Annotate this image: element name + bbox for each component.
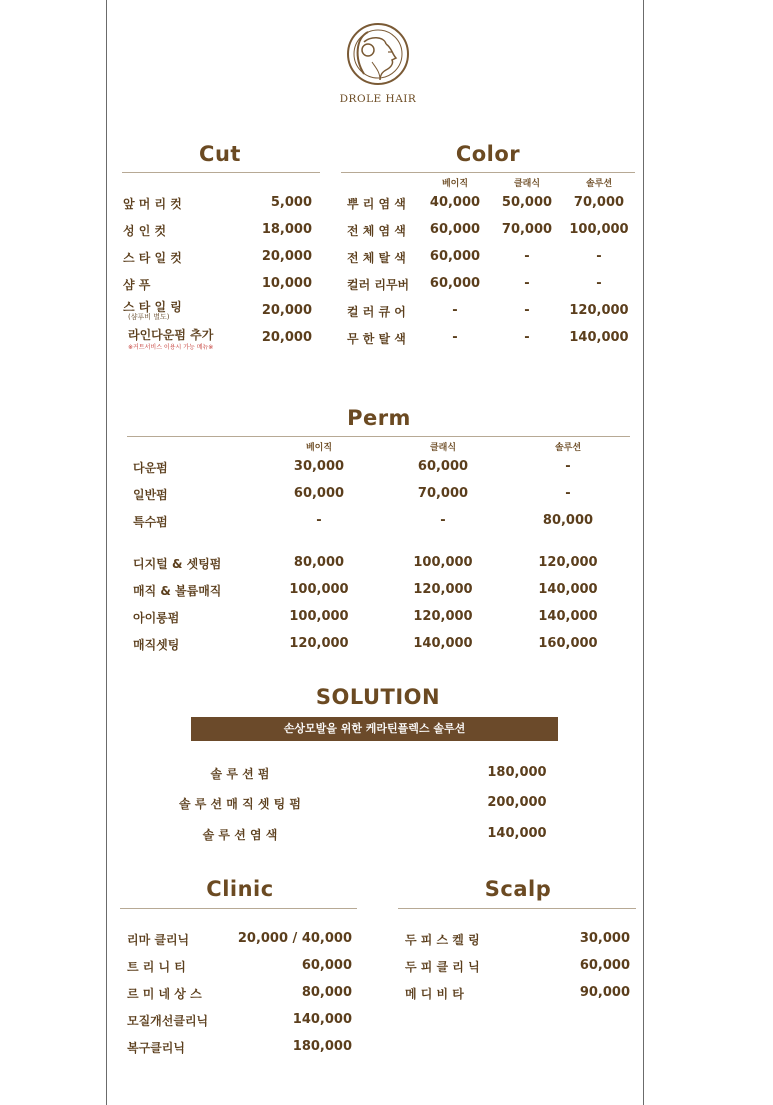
item-sub-note: (샴푸비 별도)	[128, 313, 170, 321]
clinic-divider	[120, 908, 357, 909]
item-price: 20,000	[261, 249, 312, 264]
value-solution: 80,000	[542, 513, 594, 528]
item-price: 20,000	[261, 303, 312, 318]
value-basic: 60,000	[429, 249, 481, 264]
row-label: 아이롱펌	[133, 611, 180, 625]
value-solution: 140,000	[538, 582, 598, 597]
row-label: 컬 러 큐 어	[347, 305, 406, 319]
perm-header-solution: 솔루션	[554, 443, 582, 453]
item-label: 메 디 비 타	[405, 987, 464, 1001]
row-label: 다운펌	[133, 461, 168, 475]
item-label: 라인다운펌 추가	[128, 328, 214, 342]
item-label: 샴 푸	[123, 278, 151, 292]
value-classic: -	[524, 330, 530, 345]
item-price: 80,000	[301, 985, 352, 1000]
value-basic: -	[452, 303, 458, 318]
item-price: 200,000	[487, 795, 547, 810]
brand-logo	[330, 18, 426, 110]
item-price: 18,000	[261, 222, 312, 237]
item-label: 복구클리닉	[127, 1041, 185, 1055]
row-label: 뿌 리 염 색	[347, 197, 406, 211]
value-solution: -	[596, 249, 602, 264]
row-label: 일반펌	[133, 488, 168, 502]
scalp-divider	[398, 908, 636, 909]
value-classic: 50,000	[501, 195, 553, 210]
row-label: 무 한 탈 색	[347, 332, 406, 346]
value-solution: -	[565, 486, 571, 501]
item-label: 두 피 스 켈 링	[405, 933, 480, 947]
value-solution: 140,000	[569, 330, 629, 345]
row-label: 특수펌	[133, 515, 168, 529]
color-divider	[341, 172, 635, 173]
scalp-title: Scalp	[484, 877, 552, 901]
item-label: 성 인 컷	[123, 224, 167, 238]
value-classic: -	[524, 276, 530, 291]
value-classic: 120,000	[413, 609, 473, 624]
item-label: 솔 루 션 매 직 셋 팅 펌	[179, 797, 301, 811]
item-label: 모질개선클리닉	[127, 1014, 209, 1028]
value-basic: 40,000	[429, 195, 481, 210]
row-label: 매직셋팅	[133, 638, 180, 652]
row-label: 전 체 염 색	[347, 224, 406, 238]
item-label: 리마 클리닉	[127, 933, 190, 947]
value-solution: -	[596, 276, 602, 291]
value-classic: -	[524, 249, 530, 264]
clinic-title: Clinic	[206, 877, 274, 901]
value-basic: 30,000	[293, 459, 345, 474]
row-label: 컬러 리무버	[347, 278, 410, 292]
value-classic: -	[524, 303, 530, 318]
item-label: 스 타 일 컷	[123, 251, 182, 265]
value-classic: 70,000	[501, 222, 553, 237]
item-price: 20,000 / 40,000	[237, 931, 352, 946]
value-basic: 60,000	[429, 222, 481, 237]
item-label: 르 미 네 상 스	[127, 987, 202, 1001]
item-price: 30,000	[579, 931, 630, 946]
item-label: 트 리 니 티	[127, 960, 186, 974]
value-solution: 70,000	[573, 195, 625, 210]
item-price: 5,000	[270, 195, 312, 210]
cut-title: Cut	[199, 142, 241, 166]
solution-title: SOLUTION	[315, 685, 441, 709]
value-basic: 60,000	[293, 486, 345, 501]
perm-divider	[127, 436, 630, 437]
item-label: 스 타 일 링	[123, 300, 182, 314]
value-basic: 100,000	[289, 609, 349, 624]
value-basic: 60,000	[429, 276, 481, 291]
value-solution: 140,000	[538, 609, 598, 624]
perm-title: Perm	[347, 406, 411, 430]
item-price: 180,000	[487, 765, 547, 780]
value-classic: 140,000	[413, 636, 473, 651]
perm-header-classic: 클래식	[429, 443, 457, 453]
item-warning-note: ※커트서비스 이용시 가능 메뉴※	[128, 344, 214, 351]
item-label: 솔 루 션 펌	[210, 767, 270, 781]
item-price: 90,000	[579, 985, 630, 1000]
perm-header-basic: 베이직	[305, 443, 333, 453]
brand-name: DROLE HAIR	[339, 93, 417, 105]
value-solution: 160,000	[538, 636, 598, 651]
item-price: 60,000	[579, 958, 630, 973]
value-classic: 100,000	[413, 555, 473, 570]
row-label: 매직 & 볼륨매직	[133, 584, 222, 598]
value-basic: 120,000	[289, 636, 349, 651]
item-price: 20,000	[261, 330, 312, 345]
item-price: 140,000	[292, 1012, 352, 1027]
item-price: 10,000	[261, 276, 312, 291]
value-classic: -	[440, 513, 446, 528]
item-label: 솔 루 션 염 색	[202, 828, 278, 842]
item-label: 두 피 클 리 닉	[405, 960, 480, 974]
color-header-basic: 베이직	[441, 179, 469, 189]
right-frame-line	[643, 0, 644, 1105]
value-basic: -	[452, 330, 458, 345]
item-label: 앞 머 리 컷	[123, 197, 182, 211]
row-label: 전 체 탈 색	[347, 251, 406, 265]
value-solution: 120,000	[569, 303, 629, 318]
value-solution: 120,000	[538, 555, 598, 570]
value-basic: 80,000	[293, 555, 345, 570]
left-frame-line	[106, 0, 107, 1105]
value-solution: -	[565, 459, 571, 474]
value-classic: 70,000	[417, 486, 469, 501]
item-price: 140,000	[487, 826, 547, 841]
item-price: 60,000	[301, 958, 352, 973]
value-basic: 100,000	[289, 582, 349, 597]
solution-banner: 손상모발을 위한 케라틴플렉스 솔루션	[191, 717, 558, 741]
color-header-solution: 솔루션	[585, 179, 613, 189]
color-title: Color	[455, 142, 521, 166]
value-classic: 60,000	[417, 459, 469, 474]
value-basic: -	[316, 513, 322, 528]
row-label: 디지털 & 셋팅펌	[133, 557, 222, 571]
woman-profile-logo-icon	[330, 18, 426, 88]
cut-divider	[122, 172, 320, 173]
color-header-classic: 클래식	[513, 179, 541, 189]
value-classic: 120,000	[413, 582, 473, 597]
value-solution: 100,000	[569, 222, 629, 237]
item-price: 180,000	[292, 1039, 352, 1054]
